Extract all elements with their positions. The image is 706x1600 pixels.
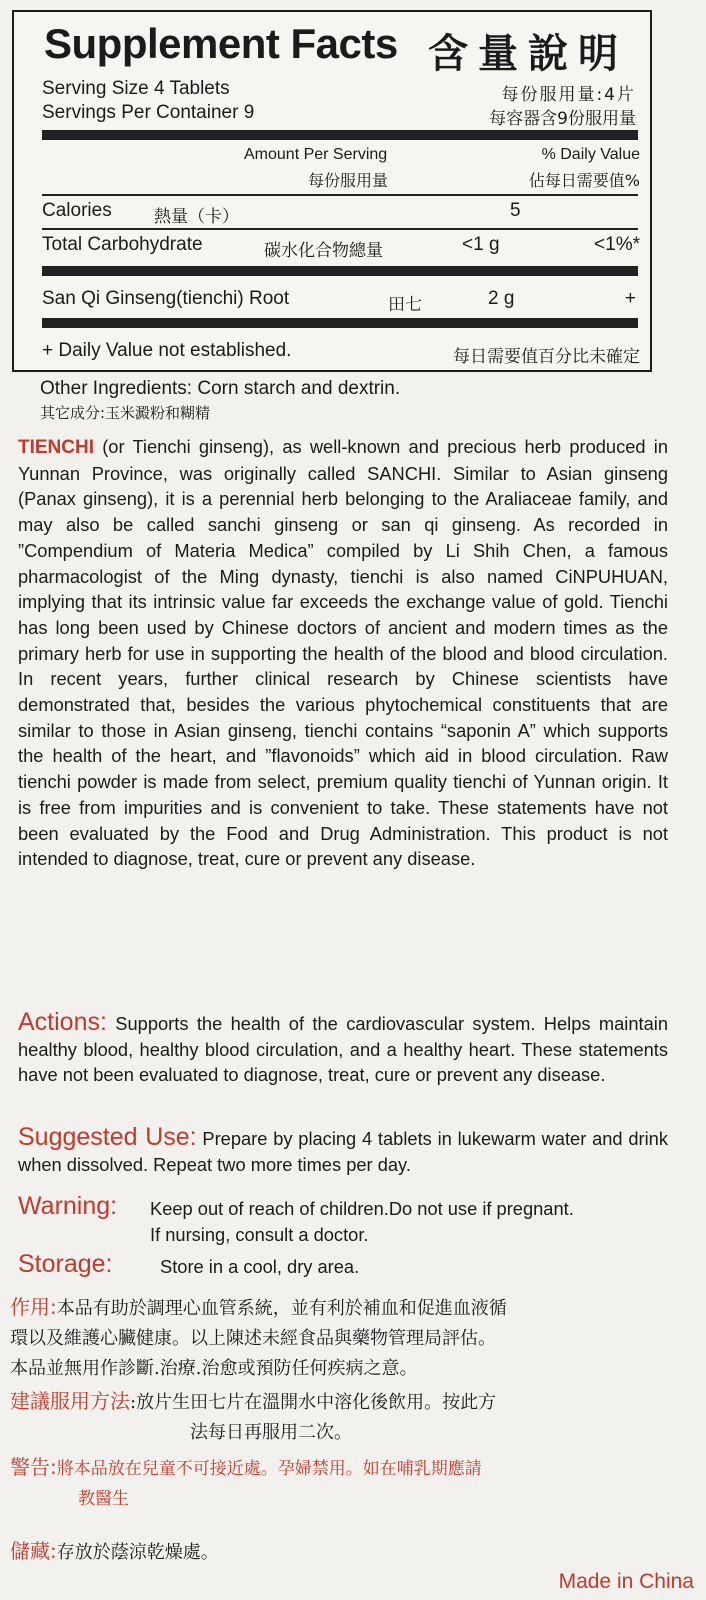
row-carb-name: Total Carbohydrate <box>42 234 203 255</box>
zh-actions <box>10 1292 507 1384</box>
description-lead: TIENCHI <box>18 437 94 458</box>
zh-use <box>10 1386 496 1448</box>
zh-actions-line1: 本品有助於調理心血管系統，並有利於補血和促進血液循 <box>56 1298 507 1319</box>
zh-actions-line2: 環以及維護心臟健康。以上陳述未經食品與藥物管理局評估。 <box>10 1328 496 1349</box>
row-sanqi-amount: 2 g <box>488 288 515 309</box>
suggested-use-paragraph <box>18 1125 668 1177</box>
suggested-use-label: Suggested Use: <box>18 1123 197 1151</box>
storage-text: Store in a cool, dry area. <box>160 1256 360 1277</box>
row-sanqi-name-zh: 田七 <box>388 295 422 315</box>
other-ingredients-zh: 其它成分:玉米澱粉和糊精 <box>40 404 211 422</box>
actions-text: Supports the health of the cardiovascular system. Helps maintain healthy blood, healthy blood circulation, and a healthy heart. These statements have not been evaluated to diagnose, treat, cure or prevent any disease. <box>18 1013 668 1086</box>
servings-per-container-zh: 每容器含9份服用量 <box>489 109 636 129</box>
zh-warning-line1: 將本品放在兒童不可接近處。孕婦禁用。如在哺乳期應請 <box>56 1459 482 1479</box>
zh-storage <box>10 1536 219 1568</box>
actions-label: Actions: <box>18 1008 107 1036</box>
zh-use-line2: 法每日再服用二次。 <box>190 1422 352 1443</box>
storage-label: Storage: <box>18 1250 113 1278</box>
supplement-facts-panel <box>12 10 652 372</box>
amount-header: Amount Per Serving <box>244 146 388 163</box>
footnote: + Daily Value not established. <box>42 340 292 361</box>
warning-line1: Keep out of reach of children.Do not use if pregnant. <box>150 1198 574 1219</box>
serving-size-zh: 每份服用量:4片 <box>501 85 636 105</box>
facts-title: Supplement Facts <box>44 20 398 67</box>
footnote-zh: 每日需要值百分比未確定 <box>453 347 640 367</box>
zh-use-line1: :放片生田七片在溫開水中溶化後飲用。按此方 <box>130 1392 497 1413</box>
row-calories-name: Calories <box>42 200 112 221</box>
facts-title-zh: 含量說明 <box>428 31 628 77</box>
zh-actions-line3: 本品並無用作診斷.治療.治愈或預防任何疾病之意。 <box>10 1358 418 1379</box>
dv-header-zh: 佔每日需要值% <box>528 171 640 190</box>
zh-warning-label: 警告: <box>10 1455 57 1479</box>
row-calories-amount: 5 <box>510 200 521 221</box>
servings-per-container: Servings Per Container 9 <box>42 102 255 123</box>
warning-line2: If nursing, consult a doctor. <box>150 1224 369 1245</box>
suggested-use-text: Prepare by placing 4 tablets in lukewarm water and drink when dissolved. Repeat two more times per day. <box>18 1128 668 1175</box>
serving-size: Serving Size 4 Tablets <box>42 78 230 99</box>
row-carb-dv: <1%* <box>594 234 640 255</box>
row-calories-name-zh: 熱量（卡） <box>154 207 239 227</box>
divider <box>42 228 638 230</box>
zh-warning-line2: 教醫生 <box>78 1489 129 1509</box>
divider <box>42 194 638 196</box>
made-in-label: Made in China <box>558 1570 694 1593</box>
zh-actions-label: 作用: <box>10 1295 57 1319</box>
row-sanqi-name: San Qi Ginseng(tienchi) Root <box>42 288 290 309</box>
divider-thick <box>42 318 638 328</box>
description-paragraph <box>18 434 668 872</box>
row-sanqi-dv: + <box>624 288 636 309</box>
warning-label: Warning: <box>18 1192 118 1220</box>
divider-thick <box>42 130 638 140</box>
divider-thick <box>42 266 638 276</box>
zh-use-label: 建議服用方法 <box>10 1389 130 1413</box>
row-carb-name-zh: 碳水化合物總量 <box>264 241 383 261</box>
row-carb-amount: <1 g <box>462 234 500 255</box>
zh-storage-text: 存放於蔭涼乾燥處。 <box>56 1542 219 1563</box>
zh-warning <box>10 1452 482 1514</box>
description-text: (or Tienchi ginseng), as well-known and precious herb produced in Yunnan Province, was originally called SANCHI. Similar to Asian ginseng (Panax ginseng), it is a perennial herb belonging to the Araliaceae family, and may also be called sanchi ginseng or san qi ginseng. As recorded in ”Compendium of Materia Medica” compiled by Li Shih Chen, a famous pharmacologist of the Ming dynasty, tienchi is also named CiNPUHUAN, implying that its intrinsic value far exceeds the exchange value of gold. Tienchi has long been used by Chinese doctors of ancient and modern times as the primary herb for use in supporting the health of the blood and blood circulation. In recent years, further clinical research by Chinese scientists have demonstrated that, besides the various phytochemical constituents that are similar to those in Asian ginseng, tienchi contains “saponin A” which supports the health of the heart, and ”flavonoids” which aid in blood circulation. Raw tienchi powder is made from select, premium quality tienchi of Yunnan origin. It is free from impurities and is convenient to take. These statements have not been evaluated by the Food and Drug Administration. This product is not intended to diagnose, treat, cure or prevent any disease. <box>18 436 668 870</box>
actions-paragraph <box>18 1010 668 1088</box>
amount-header-zh: 每份服用量 <box>308 171 389 190</box>
dv-header: % Daily Value <box>541 146 640 163</box>
zh-storage-label: 儲藏: <box>10 1539 57 1563</box>
other-ingredients: Other Ingredients: Corn starch and dextrin. <box>40 378 401 399</box>
